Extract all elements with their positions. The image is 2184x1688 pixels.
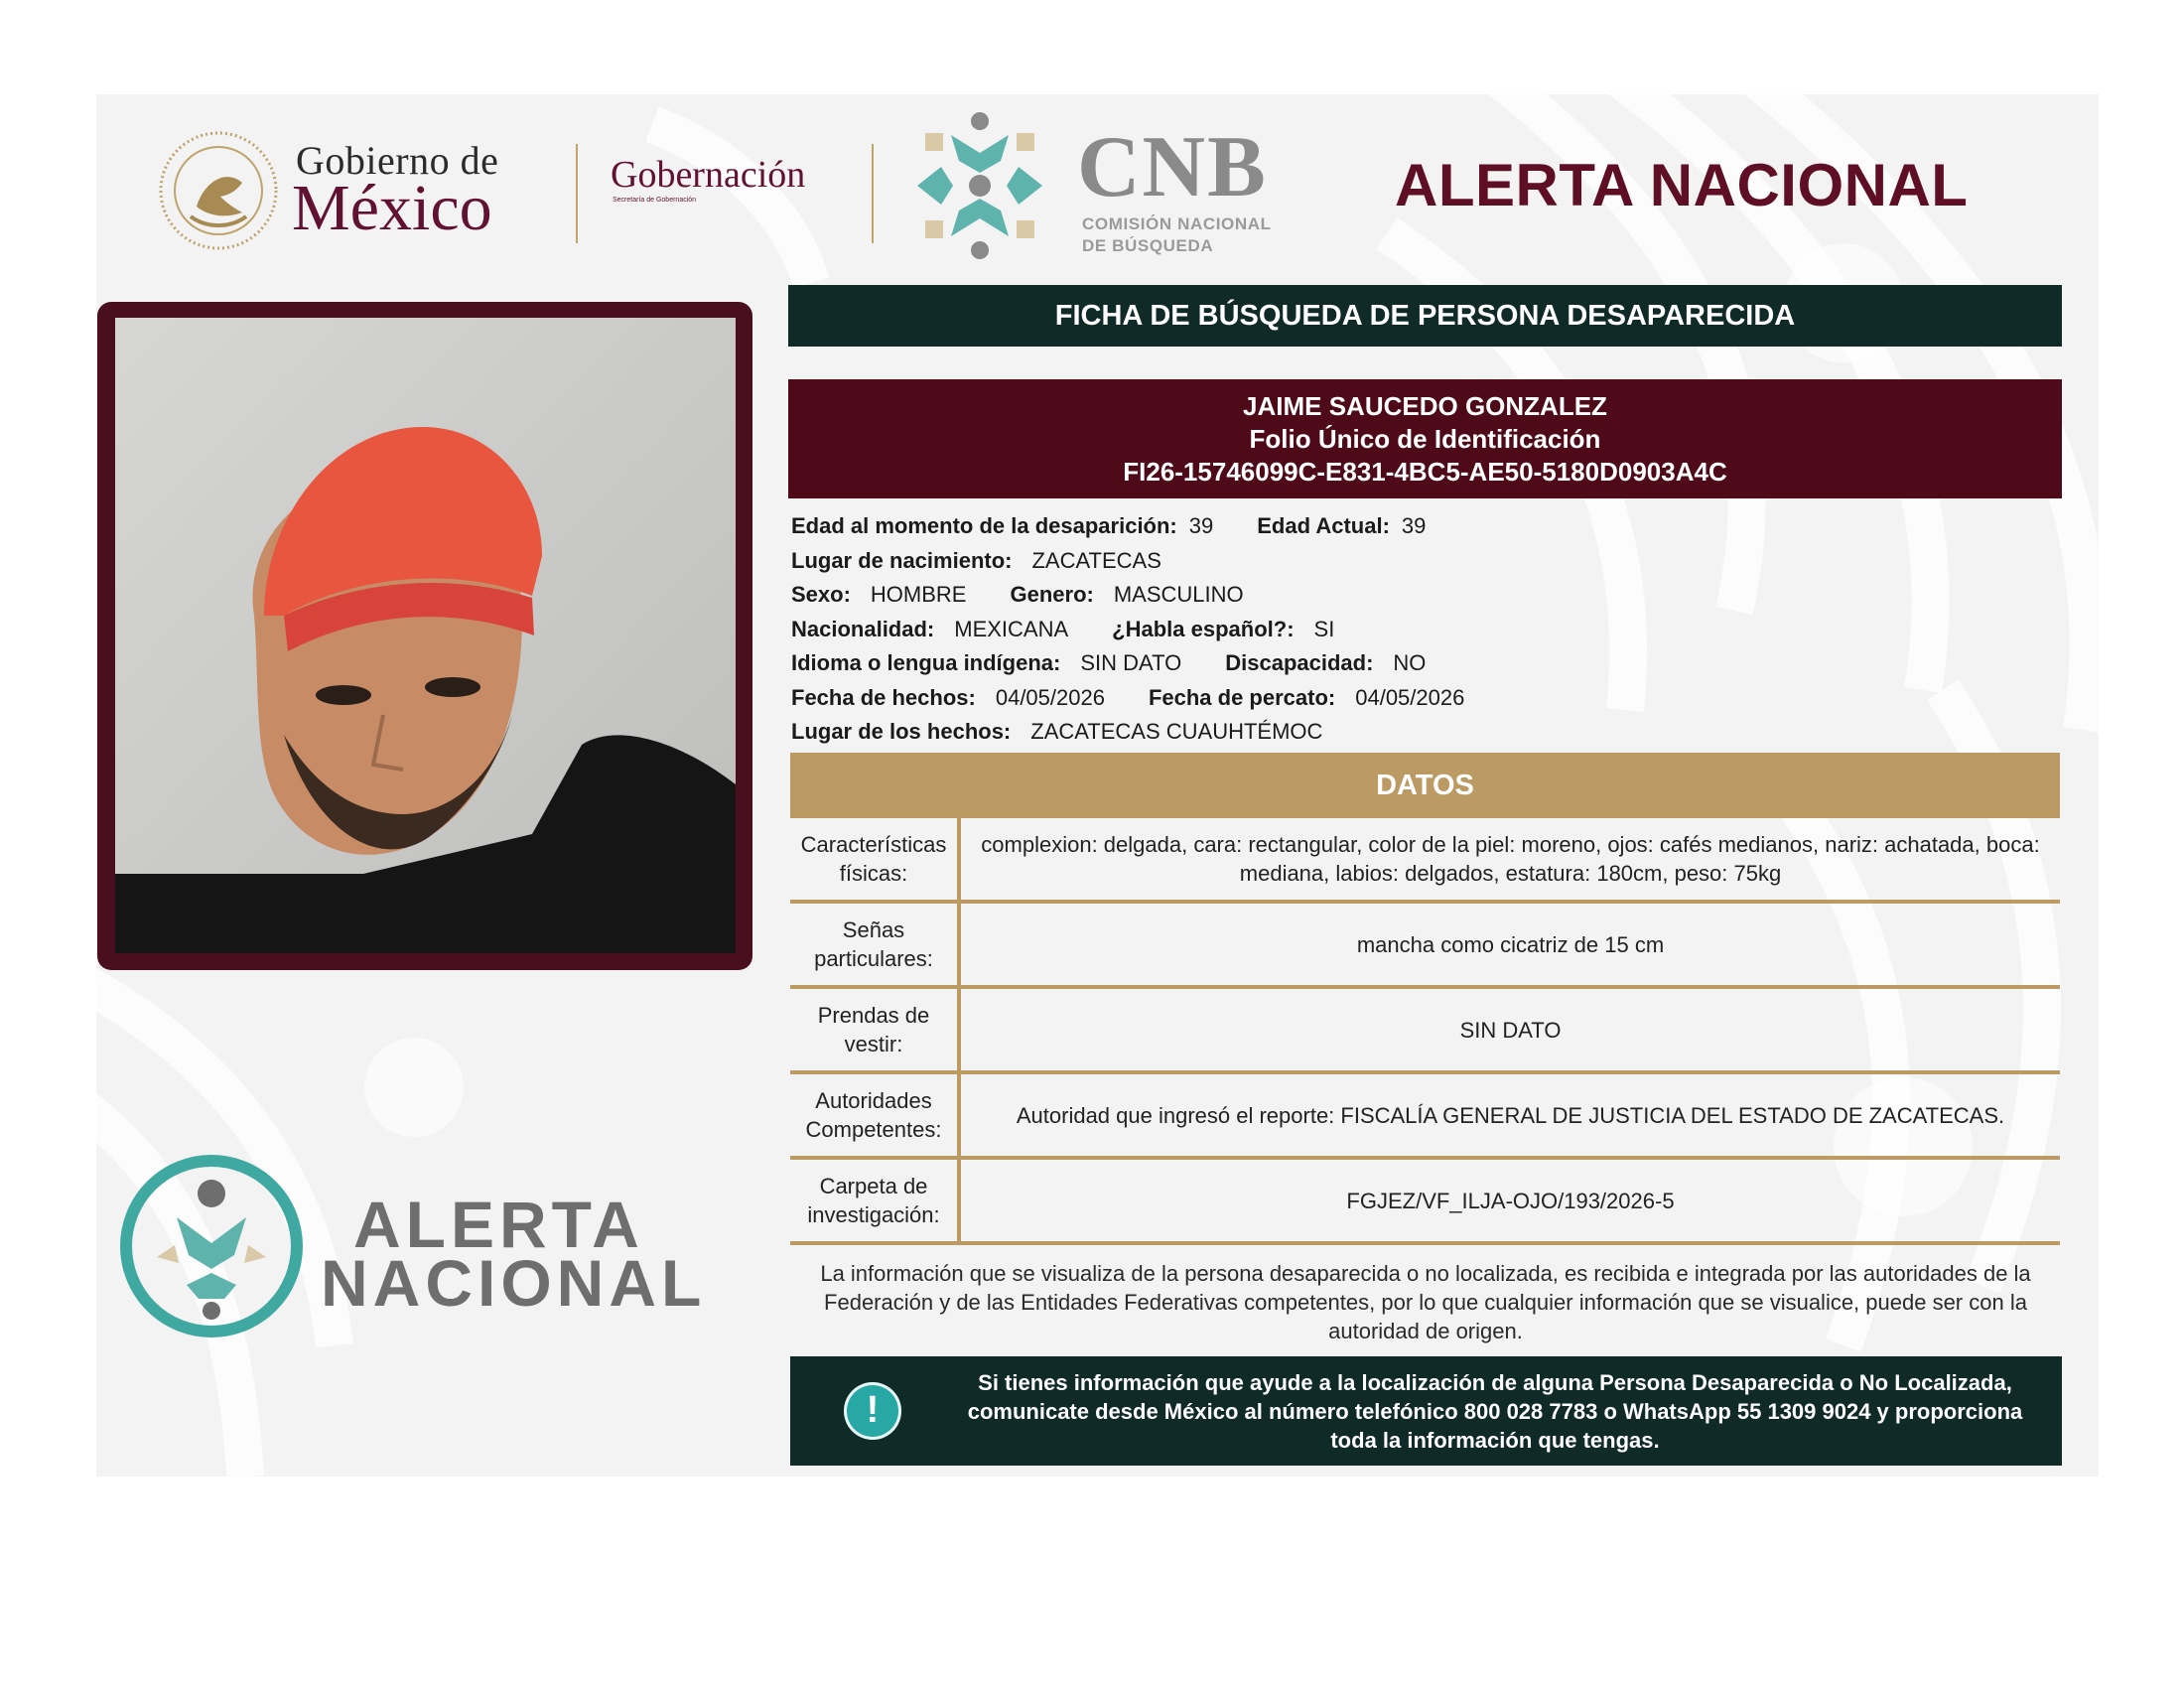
- habla-espanol-value: SI: [1313, 616, 1335, 641]
- info-row: [791, 578, 2062, 613]
- table-row: [790, 904, 2060, 989]
- nacionalidad-value: MEXICANA: [954, 616, 1069, 641]
- datos-header: DATOS: [790, 753, 2060, 818]
- table-row: [790, 1074, 2060, 1160]
- alerta-logo-word2: NACIONAL: [321, 1246, 707, 1320]
- lugar-nacimiento-value: ZACATECAS: [1031, 547, 1161, 573]
- datos-table: [790, 818, 2060, 1245]
- cnb-line2: DE BÚSQUEDA: [1082, 236, 1214, 255]
- gobernacion-sub-label: Secretaría de Gobernación: [613, 197, 697, 204]
- header-divider: [872, 144, 874, 243]
- fecha-percato-value: 04/05/2026: [1355, 684, 1465, 710]
- prendas-label: Prendas de vestir:: [790, 989, 961, 1070]
- fecha-hechos-value: 04/05/2026: [995, 684, 1105, 710]
- fecha-percato-label: Fecha de percato:: [1148, 684, 1336, 710]
- ficha-title: FICHA DE BÚSQUEDA DE PERSONA DESAPARECIDA: [788, 285, 2062, 347]
- info-row: [791, 646, 2062, 681]
- idioma-label: Idioma o lengua indígena:: [791, 650, 1061, 675]
- alerta-nacional-title: ALERTA NACIONAL: [1395, 152, 1969, 218]
- mexico-seal-icon: [157, 129, 280, 252]
- table-row: [790, 1160, 2060, 1245]
- contact-callout-text: Si tienes información que ayude a la localización de alguna Persona Desaparecida o No Localizada, comunicate desde México al número telefónico 800 028 7783 o WhatsApp 55 1309 9024 y proporciona toda la información que tengas.: [967, 1370, 2023, 1453]
- senas-label: Señas particulares:: [790, 904, 961, 985]
- edad-desaparicion-value: 39: [1188, 513, 1214, 538]
- alerta-nacional-logo-icon: [117, 1152, 306, 1340]
- exclamation-icon: !: [844, 1382, 901, 1440]
- gobernacion-label: Gobernación: [611, 154, 806, 196]
- autoridades-value: Autoridad que ingresó el reporte: FISCALÍA GENERAL DE JUSTICIA DEL ESTADO DE ZACATECAS.: [1016, 1102, 2005, 1128]
- edad-actual-label: Edad Actual:: [1257, 513, 1390, 538]
- person-photo: [115, 318, 736, 953]
- gobierno-de-label: Gobierno de: [296, 138, 499, 183]
- caracteristicas-value: complexion: delgada, cara: rectangular, color de la piel: moreno, ojos: cafés medianos, nariz: achatada, boca: mediana, labios: delgados, estatura: 180cm, peso: 75kg: [981, 832, 2040, 886]
- carpeta-value: FGJEZ/VF_ILJA-OJO/193/2026-5: [1346, 1188, 1675, 1213]
- genero-value: MASCULINO: [1113, 582, 1244, 607]
- table-row: [790, 818, 2060, 904]
- discapacidad-label: Discapacidad:: [1225, 650, 1374, 675]
- header-divider: [576, 144, 578, 243]
- info-row: [791, 509, 2062, 544]
- table-row: [790, 989, 2060, 1074]
- edad-actual-value: 39: [1401, 513, 1427, 538]
- lugar-hechos-label: Lugar de los hechos:: [791, 719, 1012, 744]
- carpeta-label: Carpeta de investigación:: [790, 1160, 961, 1241]
- discapacidad-value: NO: [1393, 650, 1427, 675]
- folio-value: FI26-15746099C-E831-4BC5-AE50-5180D0903A4C: [1123, 457, 1727, 487]
- fecha-hechos-label: Fecha de hechos:: [791, 684, 976, 710]
- sexo-value: HOMBRE: [870, 582, 967, 607]
- lugar-hechos-value: ZACATECAS CUAUHTÉMOC: [1030, 719, 1323, 744]
- autoridades-label: Autoridades Competentes:: [790, 1074, 961, 1156]
- idioma-value: SIN DATO: [1080, 650, 1182, 675]
- mexico-label: México: [292, 172, 492, 244]
- contact-callout: [790, 1356, 2062, 1466]
- info-row: [791, 681, 2062, 716]
- prendas-value: SIN DATO: [1459, 1017, 1562, 1043]
- person-info: [791, 509, 2062, 750]
- nacionalidad-label: Nacionalidad:: [791, 616, 935, 641]
- cnb-line1: COMISIÓN NACIONAL: [1082, 214, 1272, 233]
- cnb-full-name: [1082, 213, 1272, 257]
- person-name: JAIME SAUCEDO GONZALEZ: [1243, 391, 1607, 421]
- caracteristicas-label: Características físicas:: [790, 818, 961, 900]
- edad-desaparicion-label: Edad al momento de la desaparición:: [791, 513, 1177, 538]
- lugar-nacimiento-label: Lugar de nacimiento:: [791, 547, 1013, 573]
- person-photo-illustration: [115, 318, 736, 953]
- alerta-logo-word1: ALERTA: [353, 1188, 644, 1261]
- info-row: [791, 544, 2062, 579]
- info-row: [791, 613, 2062, 647]
- folio-label: Folio Único de Identificación: [1249, 424, 1601, 454]
- cnb-emblem-icon: [901, 107, 1058, 264]
- senas-value: mancha como cicatriz de 15 cm: [1356, 931, 1665, 957]
- genero-label: Genero:: [1010, 582, 1094, 607]
- person-identification-box: [788, 379, 2062, 498]
- disclaimer-text: La información que se visualiza de la persona desaparecida o no localizada, es recibida e integrada por las autoridades de la Federación y de las Entidades Federativas competentes, por lo que cualquier información que se visualice, puede ser con la autoridad de origen.: [820, 1261, 2031, 1343]
- info-row: [791, 715, 2062, 750]
- cnb-label: CNB: [1077, 119, 1268, 215]
- sexo-label: Sexo:: [791, 582, 851, 607]
- habla-espanol-label: ¿Habla español?:: [1112, 616, 1295, 641]
